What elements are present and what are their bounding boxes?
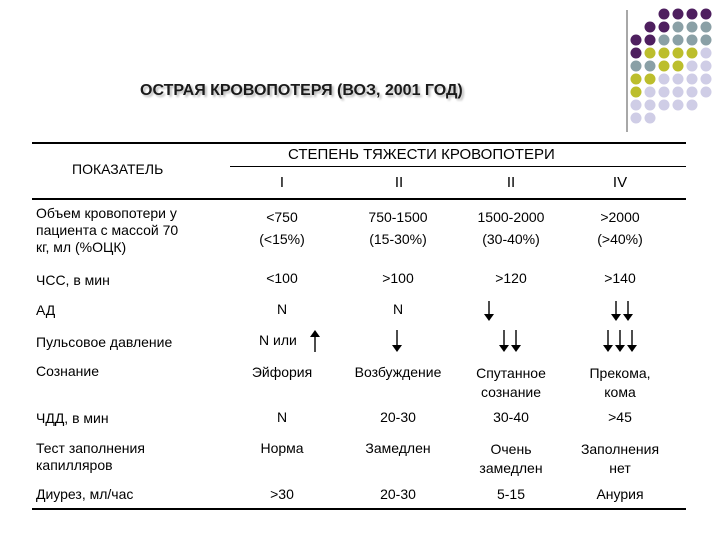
decorative-dot [631, 48, 642, 59]
row-diuresis-label: Диурез, мл/час [36, 486, 134, 502]
decorative-dot [687, 48, 698, 59]
decorative-dot [645, 22, 656, 33]
double-down-arrow-icon [497, 329, 523, 353]
respiratory-rate-degree-3: 30-40 [493, 409, 529, 425]
blood-pressure-degree-1: N [276, 301, 288, 317]
capillary-refill-degree-2: Замедлен [365, 440, 431, 456]
decorative-dot [659, 100, 670, 111]
decorative-dot [701, 9, 712, 20]
decorative-dot [687, 74, 698, 85]
triple-down-arrow-icon [601, 329, 639, 353]
decorative-dot [659, 74, 670, 85]
decorative-vertical-line [626, 10, 628, 132]
decorative-dot [645, 35, 656, 46]
row-blood-loss-label: Объем кровопотери у пациента с массой 70 кг, мл (%ОЦК) [36, 205, 179, 255]
decorative-dot [631, 113, 642, 124]
decorative-dot [659, 35, 670, 46]
pulse-pressure-degree-1: N или [259, 332, 297, 348]
decorative-dot [673, 22, 684, 33]
severity-header: СТЕПЕНЬ ТЯЖЕСТИ КРОВОПОТЕРИ [288, 146, 555, 163]
decorative-dot [645, 87, 656, 98]
decorative-dot [701, 22, 712, 33]
decorative-dot [659, 87, 670, 98]
double-down-arrow-icon [609, 300, 635, 322]
decorative-dot [701, 74, 712, 85]
row-heart-rate-label: ЧСС, в мин [36, 272, 110, 288]
page-title: ОСТРАЯ КРОВОПОТЕРЯ (ВОЗ, 2001 ГОД) [140, 82, 463, 99]
up-arrow-icon [308, 329, 322, 353]
respiratory-rate-degree-4: >45 [608, 409, 632, 425]
header-subrule [230, 166, 686, 167]
capillary-refill-degree-1: Норма [260, 440, 304, 456]
decorative-dot [701, 61, 712, 72]
blood-pressure-degree-2: N [392, 301, 404, 317]
decorative-dot [645, 113, 656, 124]
row-consciousness-label: Сознание [36, 363, 100, 379]
heart-rate-degree-1: <100 [266, 270, 298, 286]
decorative-dot [673, 100, 684, 111]
decorative-dot [659, 22, 670, 33]
decorative-dot [687, 61, 698, 72]
decorative-dot [631, 87, 642, 98]
degree-1-header: I [279, 174, 285, 191]
degree-2-header: II [394, 174, 404, 191]
capillary-refill-degree-4: Заполнения нет [580, 441, 660, 476]
decorative-dot [645, 74, 656, 85]
indicator-header: ПОКАЗАТЕЛЬ [72, 161, 164, 177]
decorative-dot [659, 48, 670, 59]
decorative-dot [701, 35, 712, 46]
respiratory-rate-degree-2: 20-30 [380, 409, 416, 425]
decorative-dot [631, 35, 642, 46]
table-bottom-rule [32, 508, 686, 510]
row-blood-pressure-label: АД [36, 302, 56, 318]
decorative-dot [645, 100, 656, 111]
decorative-dot-grid [628, 8, 720, 128]
diuresis-degree-4: Анурия [596, 486, 644, 502]
row-pulse-pressure-label: Пульсовое давление [36, 334, 173, 350]
header-bottom-rule [32, 198, 686, 200]
table-top-rule [32, 142, 686, 144]
respiratory-rate-degree-1: N [276, 409, 288, 425]
down-arrow-icon [390, 329, 404, 353]
consciousness-degree-1: Эйфория [251, 364, 313, 380]
decorative-dot [631, 61, 642, 72]
diuresis-degree-2: 20-30 [380, 486, 416, 502]
decorative-dot [701, 87, 712, 98]
consciousness-degree-3: Спутанное сознание [476, 365, 546, 400]
diuresis-degree-3: 5-15 [496, 486, 526, 502]
row-respiratory-rate-label: ЧДД, в мин [36, 410, 109, 426]
degree-4-header: IV [612, 174, 628, 191]
decorative-dot [687, 35, 698, 46]
heart-rate-degree-3: >120 [495, 270, 527, 286]
consciousness-degree-4: Прекома, кома [589, 365, 651, 400]
decorative-dot [687, 22, 698, 33]
degree-3-header: II [506, 174, 516, 191]
blood-loss-degree-4: >2000 (>40%) [597, 209, 643, 247]
decorative-dot [673, 48, 684, 59]
blood-loss-degree-1: <750 (<15%) [259, 209, 305, 247]
decorative-dot [645, 61, 656, 72]
decorative-dot [687, 9, 698, 20]
blood-loss-degree-2: 750-1500 (15-30%) [368, 209, 428, 247]
decorative-dot [673, 9, 684, 20]
capillary-refill-degree-3: Очень замедлен [479, 441, 543, 476]
decorative-dot [659, 61, 670, 72]
decorative-dot [659, 9, 670, 20]
heart-rate-degree-4: >140 [604, 270, 636, 286]
decorative-dot [631, 100, 642, 111]
down-arrow-icon [482, 300, 496, 322]
heart-rate-degree-2: >100 [382, 270, 414, 286]
decorative-dot [673, 74, 684, 85]
diuresis-degree-1: >30 [270, 486, 294, 502]
row-capillary-refill-label: Тест заполнения капилляров [36, 440, 145, 473]
consciousness-degree-2: Возбуждение [354, 364, 442, 380]
decorative-dot [687, 100, 698, 111]
decorative-dot [701, 48, 712, 59]
decorative-dot [673, 87, 684, 98]
decorative-dot [673, 61, 684, 72]
decorative-dot [645, 48, 656, 59]
decorative-dot [687, 87, 698, 98]
decorative-dot [631, 74, 642, 85]
blood-loss-degree-3: 1500-2000 (30-40%) [477, 209, 545, 247]
decorative-dot [673, 35, 684, 46]
